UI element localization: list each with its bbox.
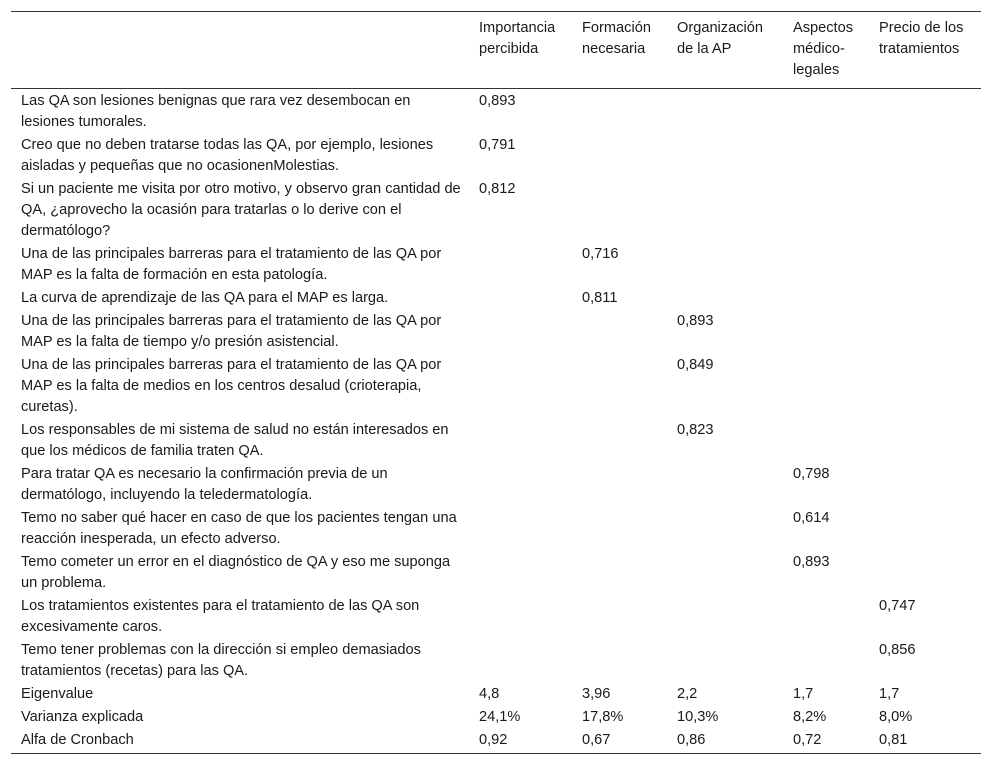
row-label-cell: Eigenvalue [21, 686, 94, 702]
row-label-cell: Las QA son lesiones benignas que rara vez desembocan en lesiones tumorales. [21, 93, 411, 130]
row-label-cell: Una de las principales barreras para el tratamiento de las QA por MAP es la falta de tiempo y/o presión asistencial. [21, 313, 442, 350]
value-cell: 0,791 [479, 137, 516, 153]
value-cell [869, 551, 981, 595]
header-cell-item [11, 12, 469, 89]
table-row [11, 683, 981, 706]
value-cell: 1,7 [793, 686, 814, 702]
row-label-cell: Varianza explicada [21, 709, 144, 725]
value-cell [869, 310, 981, 354]
value-cell: 0,893 [479, 93, 516, 109]
value-cell [783, 354, 869, 419]
value-cell [783, 287, 869, 310]
row-label-cell: Una de las principales barreras para el tratamiento de las QA por MAP es la falta de medios en los centros desalud (crioterapia, curetas). [21, 357, 442, 415]
row-label-cell: Temo no saber qué hacer en caso de que los pacientes tengan una reacción inesperada, un efecto adverso. [21, 510, 457, 547]
value-cell [783, 310, 869, 354]
value-cell: 0,81 [879, 732, 908, 748]
value-cell [667, 243, 783, 287]
value-cell [783, 134, 869, 178]
value-cell: 8,0% [879, 709, 913, 725]
value-cell [869, 287, 981, 310]
header-cell-organizacion: Organización de la AP [677, 20, 763, 57]
value-cell [869, 243, 981, 287]
header-cell-formacion: Formación necesaria [582, 20, 651, 57]
row-label-cell: La curva de aprendizaje de las QA para el MAP es larga. [21, 290, 389, 306]
value-cell: 17,8% [582, 709, 624, 725]
table-body [11, 89, 981, 754]
value-cell [869, 134, 981, 178]
value-cell [469, 419, 572, 463]
value-cell [469, 551, 572, 595]
value-cell: 24,1% [479, 709, 521, 725]
header-cell-importancia: Importancia percibida [479, 20, 556, 57]
value-cell [572, 551, 667, 595]
value-cell [869, 463, 981, 507]
table-row [11, 463, 981, 507]
value-cell [572, 178, 667, 243]
header-cell-aspectos: Aspectos médico-legales [793, 20, 854, 78]
value-cell [783, 243, 869, 287]
value-cell [469, 243, 572, 287]
row-label-cell: Si un paciente me visita por otro motivo, y observo gran cantidad de QA, ¿aprovecho la ocasión para tratarlas o lo derive con el dermatólogo? [21, 181, 461, 239]
value-cell: 0,72 [793, 732, 822, 748]
table-row [11, 89, 981, 135]
value-cell [572, 310, 667, 354]
table-row [11, 419, 981, 463]
value-cell [783, 639, 869, 683]
header-row [11, 12, 981, 89]
value-cell: 0,798 [793, 466, 830, 482]
value-cell: 0,856 [879, 642, 916, 658]
row-label-cell: Una de las principales barreras para el tratamiento de las QA por MAP es la falta de formación en esta patología. [21, 246, 442, 283]
value-cell [572, 89, 667, 135]
value-cell [469, 595, 572, 639]
table-row [11, 595, 981, 639]
value-cell: 0,716 [582, 246, 619, 262]
value-cell [572, 639, 667, 683]
value-cell: 0,747 [879, 598, 916, 614]
value-cell [469, 287, 572, 310]
value-cell [869, 178, 981, 243]
table-row [11, 310, 981, 354]
value-cell [667, 134, 783, 178]
value-cell [572, 354, 667, 419]
value-cell: 0,893 [677, 313, 714, 329]
table-header [11, 12, 981, 89]
table-row [11, 178, 981, 243]
row-label-cell: Temo cometer un error en el diagnóstico de QA y eso me suponga un problema. [21, 554, 451, 591]
table-row [11, 639, 981, 683]
table-row [11, 354, 981, 419]
table-row [11, 507, 981, 551]
row-label-cell: Creo que no deben tratarse todas las QA, por ejemplo, lesiones aisladas y pequeñas que no ocasionenMolestias. [21, 137, 434, 174]
value-cell [667, 287, 783, 310]
table-row [11, 287, 981, 310]
row-label-cell: Temo tener problemas con la dirección si empleo demasiados tratamientos (recetas) para las QA. [21, 642, 421, 679]
value-cell [572, 419, 667, 463]
value-cell [469, 463, 572, 507]
value-cell [783, 178, 869, 243]
value-cell: 2,2 [677, 686, 698, 702]
value-cell [469, 310, 572, 354]
value-cell: 10,3% [677, 709, 719, 725]
table-row [11, 134, 981, 178]
value-cell: 0,92 [479, 732, 508, 748]
value-cell [572, 595, 667, 639]
value-cell: 0,823 [677, 422, 714, 438]
value-cell [869, 354, 981, 419]
value-cell [783, 595, 869, 639]
value-cell: 0,812 [479, 181, 516, 197]
value-cell [783, 89, 869, 135]
value-cell [869, 89, 981, 135]
value-cell: 4,8 [479, 686, 500, 702]
row-label-cell: Los responsables de mi sistema de salud no están interesados en que los médicos de familia traten QA. [21, 422, 449, 459]
value-cell [572, 507, 667, 551]
value-cell [469, 354, 572, 419]
table-row [11, 243, 981, 287]
value-cell [469, 507, 572, 551]
value-cell [572, 134, 667, 178]
value-cell: 3,96 [582, 686, 611, 702]
value-cell [667, 463, 783, 507]
header-cell-precio: Precio de los tratamientos [879, 20, 964, 57]
value-cell: 0,811 [582, 290, 618, 306]
value-cell [667, 639, 783, 683]
table-row [11, 706, 981, 729]
value-cell [783, 419, 869, 463]
value-cell [869, 419, 981, 463]
value-cell: 0,893 [793, 554, 830, 570]
value-cell [667, 551, 783, 595]
row-label-cell: Para tratar QA es necesario la confirmación previa de un dermatólogo, incluyendo la teledermatología. [21, 466, 388, 503]
value-cell: 8,2% [793, 709, 827, 725]
value-cell: 0,614 [793, 510, 830, 526]
value-cell [469, 639, 572, 683]
value-cell [667, 178, 783, 243]
value-cell [869, 507, 981, 551]
value-cell [667, 595, 783, 639]
value-cell [572, 463, 667, 507]
table-row [11, 729, 981, 754]
row-label-cell: Los tratamientos existentes para el tratamiento de las QA son excesivamente caros. [21, 598, 420, 635]
value-cell: 0,849 [677, 357, 714, 373]
value-cell: 0,86 [677, 732, 706, 748]
value-cell: 0,67 [582, 732, 611, 748]
value-cell: 1,7 [879, 686, 900, 702]
value-cell [667, 89, 783, 135]
factor-analysis-table [11, 11, 981, 754]
table-row [11, 551, 981, 595]
value-cell [667, 507, 783, 551]
row-label-cell: Alfa de Cronbach [21, 732, 134, 748]
